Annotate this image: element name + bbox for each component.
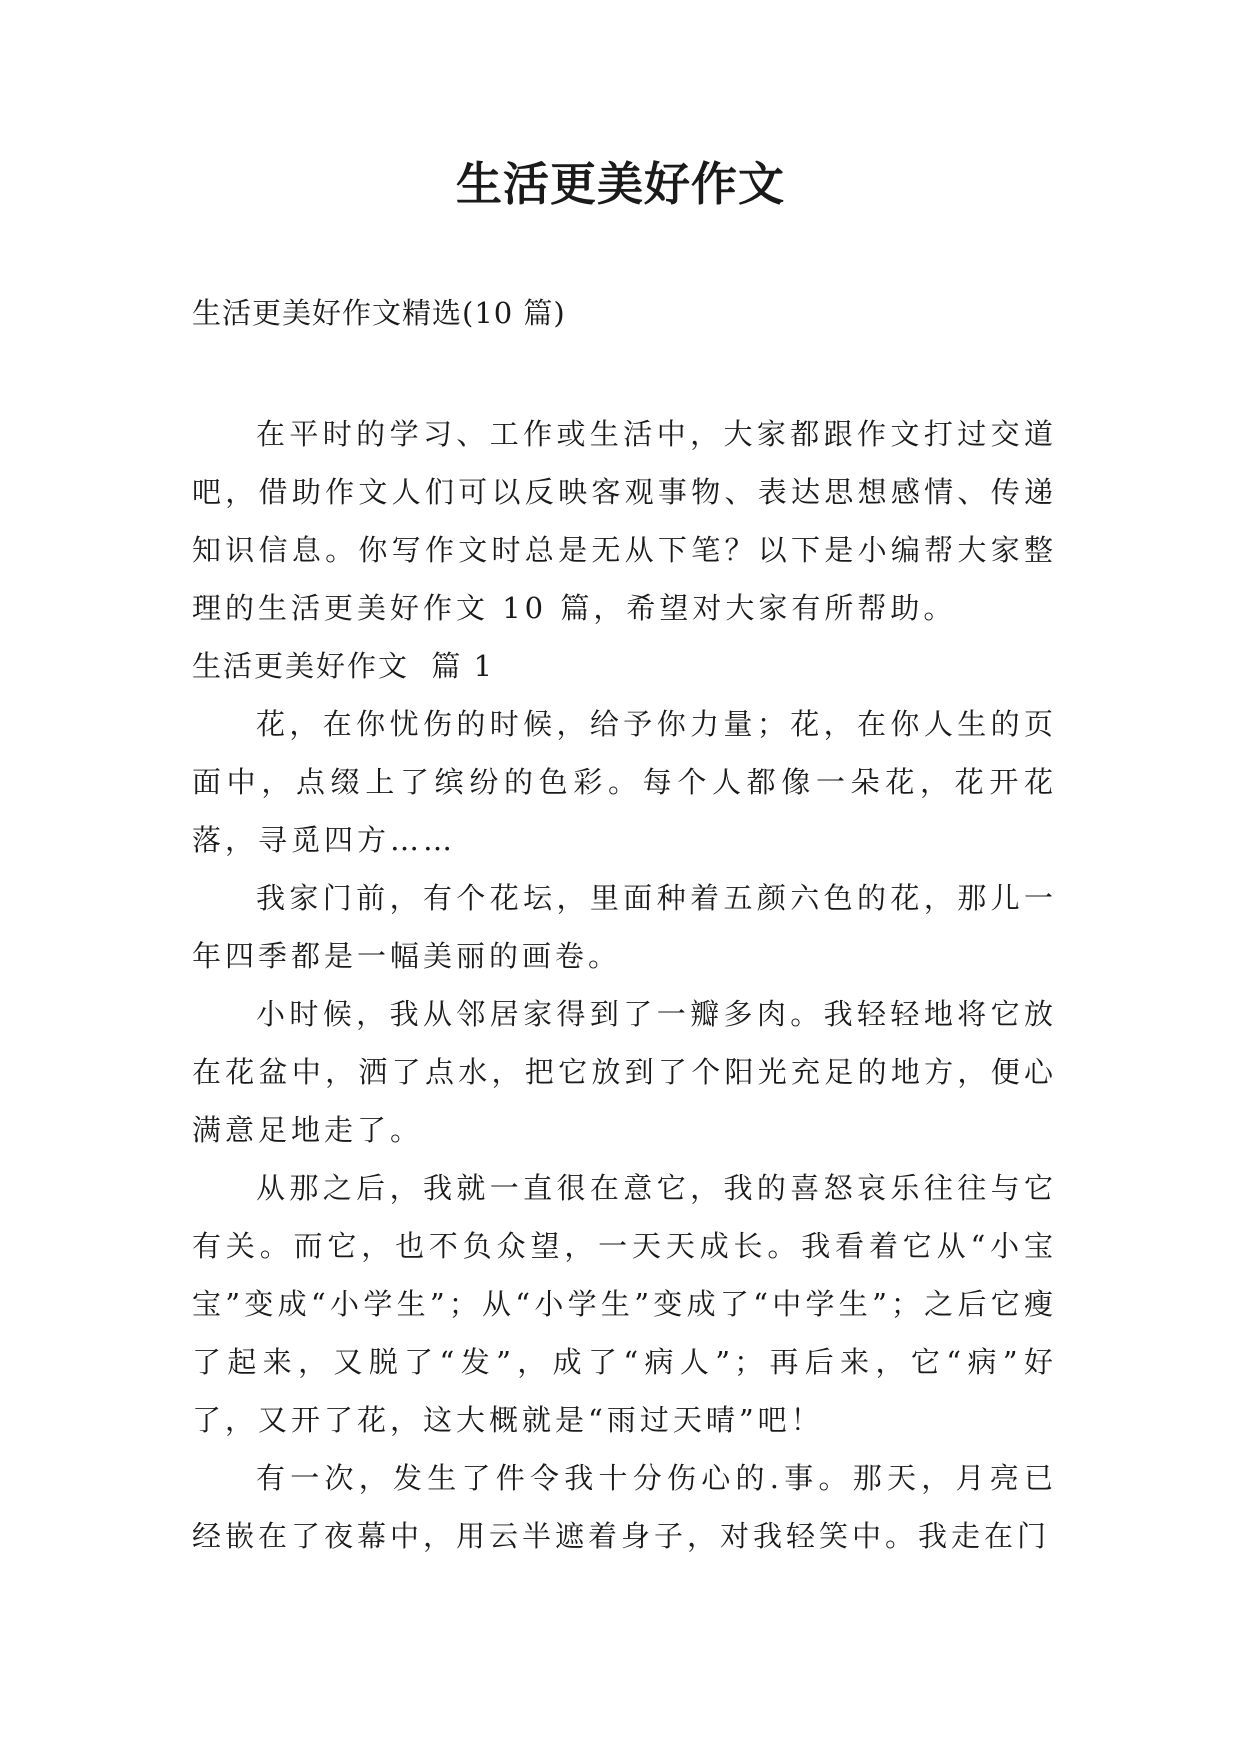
document-body [192,405,1057,1565]
intro-paragraph: 在平时的学习、工作或生活中，大家都跟作文打过交道吧，借助作文人们可以反映客观事物、表达思想感情、传递知识信息。你写作文时总是无从下笔？以下是小编帮大家整理的生活更美好作文 10 篇，希望对大家有所帮助。 [192,417,1057,625]
body-paragraph: 花，在你忧伤的时候，给予你力量；花，在你人生的页面中，点缀上了缤纷的色彩。每个人都像一朵花，花开花落，寻觅四方…… [192,707,1057,857]
document-title: 生活更美好作文 [456,157,785,211]
body-paragraph: 小时候，我从邻居家得到了一瓣多肉。我轻轻地将它放在花盆中，洒了点水，把它放到了个阳光充足的地方，便心满意足地走了。 [192,997,1057,1147]
body-paragraph: 有一次，发生了件令我十分伤心的.事。那天，月亮已经嵌在了夜幕中，用云半遮着身子，对我轻笑中。我走在门 [192,1461,1057,1553]
section-heading: 生活更美好作文 篇 1 [192,649,495,683]
body-paragraph: 我家门前，有个花坛，里面种着五颜六色的花，那儿一年四季都是一幅美丽的画卷。 [192,881,1057,973]
document-subtitle: 生活更美好作文精选(10 篇) [192,296,566,330]
body-paragraph: 从那之后，我就一直很在意它，我的喜怒哀乐往往与它有关。而它，也不负众望，一天天成长。我看着它从“小宝宝”变成“小学生”；从“小学生”变成了“中学生”；之后它瘦了起来，又脱了“发”，成了“病人”；再后来，它“病”好了，又开了花，这大概就是“雨过天晴”吧！ [192,1171,1057,1437]
